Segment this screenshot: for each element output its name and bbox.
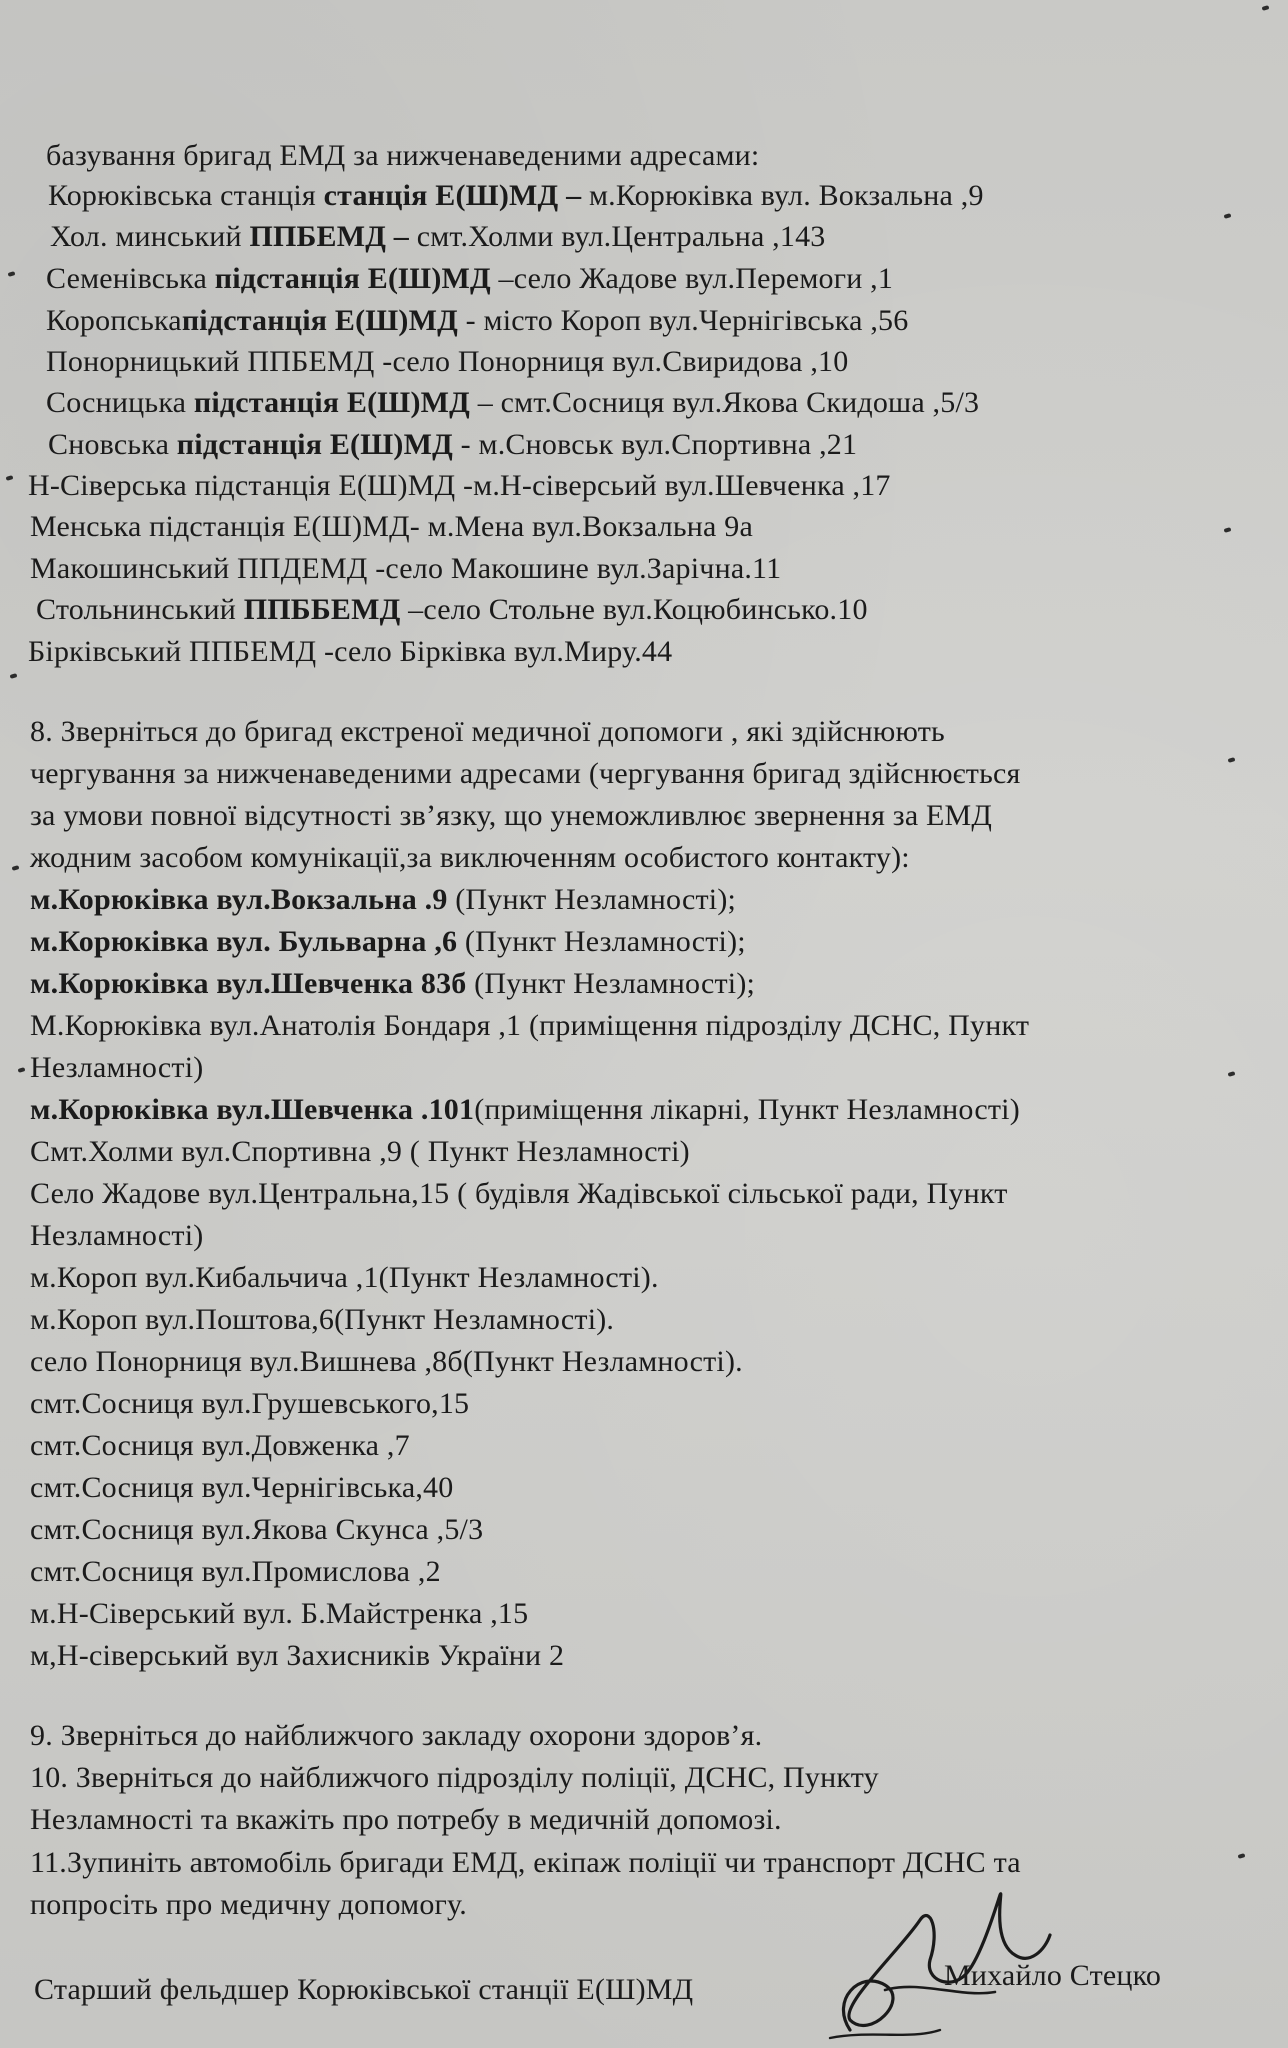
duty-address: м.Корюківка вул.Вокзальна .9 (Пункт Незламності); bbox=[30, 883, 737, 916]
duty-address: М.Корюківка вул.Анатолія Бондаря ,1 (приміщення підрозділу ДСНС, Пункт bbox=[30, 1009, 1030, 1042]
duty-address: м.Н-Сіверський вул. Б.Майстренка ,15 bbox=[30, 1597, 529, 1630]
duty-address: село Понорниця вул.Вишнева ,8б(Пункт Незламності). bbox=[30, 1345, 743, 1378]
signatory-position: Старший фельдшер Корюківської станції Е(Ш)МД bbox=[34, 1973, 694, 2006]
duty-address: Незламності) bbox=[30, 1051, 204, 1084]
base-item: Хол. минський ППБЕМД – смт.Холми вул.Центральна ,143 bbox=[50, 220, 826, 253]
duty-address: м.Корюківка вул.Шевченка 83б (Пункт Незламності); bbox=[30, 967, 756, 1000]
scan-speck bbox=[1224, 213, 1232, 219]
duty-address: смт.Сосниця вул.Промислова ,2 bbox=[30, 1555, 441, 1588]
duty-address: м,Н-сіверський вул Захисників України 2 bbox=[30, 1639, 565, 1672]
duty-address: Смт.Холми вул.Спортивна ,9 ( Пункт Незламності) bbox=[30, 1135, 690, 1168]
base-item: Понорницький ППБЕМД -село Понорниця вул.Свиридова ,10 bbox=[46, 345, 849, 378]
duty-address: смт.Сосниця вул.Грушевського,15 bbox=[30, 1387, 470, 1420]
duty-address: Село Жадове вул.Центральна,15 ( будівля Жадівської сільської ради, Пункт bbox=[30, 1177, 1008, 1210]
scan-speck bbox=[1228, 757, 1236, 763]
scan-speck bbox=[1262, 5, 1270, 11]
scan-speck bbox=[12, 865, 20, 871]
duty-address: смт.Сосниця вул.Чернігівська,40 bbox=[30, 1471, 454, 1504]
duty-address: м.Короп вул.Поштова,6(Пункт Незламності). bbox=[30, 1303, 615, 1336]
signatory-name: Михайло Стецко bbox=[944, 1959, 1162, 1992]
duty-address: смт.Сосниця вул.Якова Скунса ,5/3 bbox=[30, 1513, 484, 1546]
scan-speck bbox=[1238, 1853, 1246, 1859]
base-item: Семенівська підстанція Е(Ш)МД –село Жадове вул.Перемоги ,1 bbox=[46, 262, 894, 295]
scan-speck bbox=[8, 271, 16, 277]
scan-speck bbox=[10, 673, 18, 679]
paragraph-line: жодним засобом комунікації,за виключенням особистого контакту): bbox=[30, 841, 910, 874]
paragraph-line: попросіть про медичну допомогу. bbox=[30, 1888, 467, 1921]
scan-speck bbox=[1224, 527, 1232, 533]
duty-address: м.Корюківка вул.Шевченка .101(приміщення лікарні, Пункт Незламності) bbox=[30, 1093, 1020, 1126]
scan-speck bbox=[6, 475, 14, 481]
paragraph-line: 8. Зверніться до бригад екстреної медичної допомоги , які здійснюють bbox=[30, 715, 945, 748]
base-item: Макошинський ППДЕМД -село Макошине вул.Зарічна.11 bbox=[30, 552, 782, 585]
paragraph-line: Незламності та вкажіть про потребу в медичній допомозі. bbox=[30, 1803, 782, 1836]
scan-speck bbox=[1228, 1071, 1236, 1077]
duty-address: м.Короп вул.Кибальчича ,1(Пункт Незламності). bbox=[30, 1261, 659, 1294]
duty-address: м.Корюківка вул. Бульварна ,6 (Пункт Незламності); bbox=[30, 925, 746, 958]
paragraph-line: за умови повної відсутності зв’язку, що унеможливлює звернення за ЕМД bbox=[30, 799, 993, 832]
base-item: Бірківський ППБЕМД -село Бірківка вул.Миру.44 bbox=[28, 635, 673, 668]
base-item: Сновська підстанція Е(Ш)МД - м.Сновськ вул.Спортивна ,21 bbox=[48, 428, 858, 461]
paragraph-line: 10. Зверніться до найближчого підрозділу поліції, ДСНС, Пункту bbox=[30, 1761, 879, 1794]
scan-speck bbox=[18, 1067, 26, 1073]
base-item: Н-Сіверська підстанція Е(Ш)МД -м.Н-сіверсьий вул.Шевченка ,17 bbox=[28, 469, 891, 502]
intro-line: базування бригад ЕМД за нижченаведеними адресами: bbox=[46, 139, 760, 172]
base-item: Стольнинський ППББЕМД –село Стольне вул.Коцюбинсько.10 bbox=[36, 593, 868, 626]
paragraph-line: 11.Зупиніть автомобіль бригади ЕМД, екіпаж поліції чи транспорт ДСНС та bbox=[30, 1846, 1021, 1879]
base-item: Корюківська станція станція Е(Ш)МД – м.Корюківка вул. Вокзальна ,9 bbox=[48, 179, 984, 212]
paragraph-line: 9. Зверніться до найближчого закладу охорони здоров’я. bbox=[30, 1719, 763, 1752]
base-item: Сосницька підстанція Е(Ш)МД – смт.Сосниця вул.Якова Скидоша ,5/3 bbox=[46, 386, 980, 419]
duty-address: Незламності) bbox=[30, 1219, 204, 1252]
paragraph-line: чергування за нижченаведеними адресами (чергування бригад здійснюється bbox=[30, 757, 1021, 790]
base-item: Менська підстанція Е(Ш)МД- м.Мена вул.Вокзальна 9а bbox=[30, 510, 753, 543]
base-item: Коропськапідстанція Е(Ш)МД - місто Короп вул.Чернігівська ,56 bbox=[46, 304, 909, 337]
duty-address: смт.Сосниця вул.Довженка ,7 bbox=[30, 1429, 410, 1462]
handwritten-signature bbox=[790, 1880, 1060, 2045]
